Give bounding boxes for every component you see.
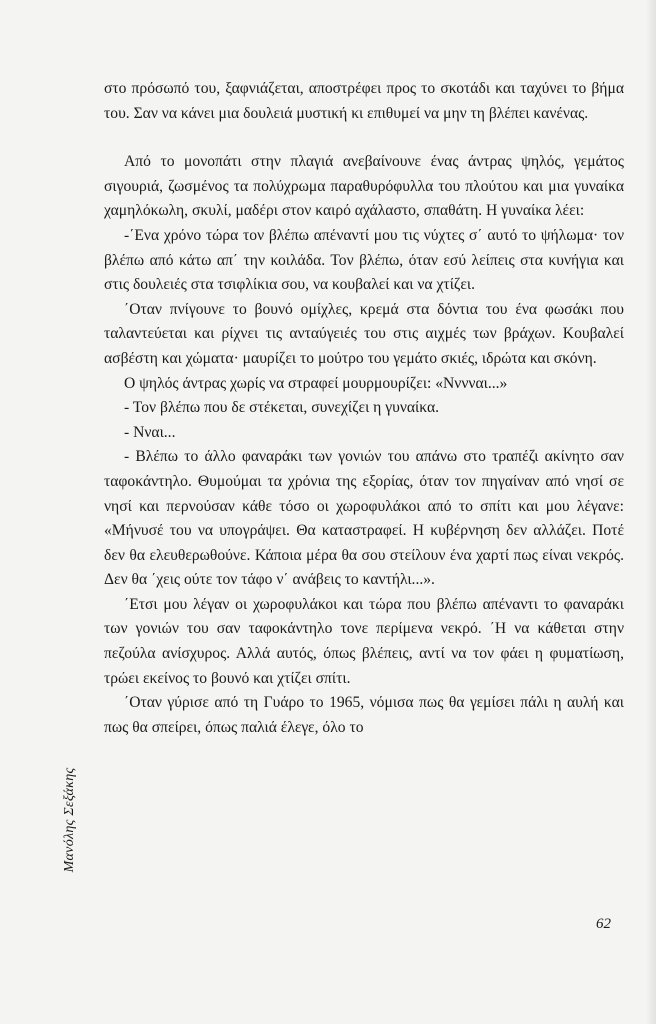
paragraph-continued: στο πρόσωπό του, ξαφνιάζεται, αποστρέφει προς το σκοτάδι και ταχύνει το βήμα του. Σαν να κάνει μια δουλειά μυστική κι επιθυμεί να μην τη βλέπει κανένας. [104, 80, 624, 122]
page-number: 62 [596, 916, 611, 932]
running-head-author: Μανόλης Σεξάκης [62, 767, 77, 873]
dialogue-paragraph: -΄Ενα χρόνο τώρα τον βλέπω απέναντί μου τις νύχτες σ΄ αυτό το ψήλωμα· τον βλέπω από κάτω απ΄ την κοιλάδα. Τον βλέπω, όταν εσύ λείπεις στα κυνήγια και στις δουλειές στα τσιφλίκια σου, να κουβαλεί και να χτίζει. [104, 226, 624, 294]
paragraph: Ο ψηλός άντρας χωρίς να στραφεί μουρμουρίζει: «Νννναι...» [124, 374, 508, 392]
page-edge-shadow [646, 0, 656, 1024]
dialogue-paragraph: - Τον βλέπω που δε στέκεται, συνεχίζει η γυναίκα. [124, 399, 440, 417]
paragraph: ΄Οταν πνίγουνε το βουνό ομίχλες, κρεμά στα δόντια του ένα φωσάκι που ταλαντεύεται και ρίχνει τις ανταύγειές του στις αιχμές των βράχων. Κουβαλεί ασβέστη και χώματα· μαυρίζει το μούτρο του γεμάτο σκιές, ιδρώτα και σκόνη. [104, 300, 624, 367]
paragraph: Από το μονοπάτι στην πλαγιά ανεβαίνουνε ένας άντρας ψηλός, γεμάτος σιγουριά, ζωσμένος τα πολύχρωμα παραθυρόφυλλα του πλούτου και μια γυναίκα χαμηλόκωλη, σκυλί, μαδέρι στον καιρό αχάλαστο, σπαθάτη. Η γυναίκα λέει: [104, 153, 624, 220]
body-text [104, 77, 624, 740]
paragraph: ΄Οταν γύρισε από τη Γυάρο το 1965, νόμισα πως θα γεμίσει πάλι η αυλή και πως θα σπείρει, όπως παλιά έλεγε, όλο το [104, 694, 624, 736]
dialogue-paragraph: - Βλέπω το άλλο φαναράκι των γονιών του απάνω στο τραπέζι ακίνητο σαν ταφοκάντηλο. Θυμούμαι τα χρόνια της εξορίας, όταν τον πηγαίναν από νησί σε νησί και περνούσαν κάθε τόσο οι χωροφυλάκοι από το σπίτι και μου λέγανε: «Μήνυσέ του να υπογράψει. Θα καταστραφεί. Η κυβέρνηση δεν αλλάζει. Ποτέ δεν θα ελευθερωθούνε. Κάποια μέρα θα σου στείλουν ένα χαρτί πως είναι νεκρός. Δεν θα ΄χεις ούτε τον τάφο ν΄ ανάβεις το καντήλι...». [104, 448, 624, 589]
paragraph: ΄Ετσι μου λέγαν οι χωροφυλάκοι και τώρα που βλέπω απέναντι το φαναράκι των γονιών του σαν ταφοκάντηλο τονε περίμενα νεκρό. ΄Η να κάθεται στην πεζούλα ανίσχυρος. Αλλά αυτός, όπως βλέπεις, αντί να τον φάει η φυματίωση, τρώει εκείνος το βουνό και χτίζει σπίτι. [104, 595, 624, 687]
dialogue-paragraph: - Νναι... [124, 423, 176, 441]
